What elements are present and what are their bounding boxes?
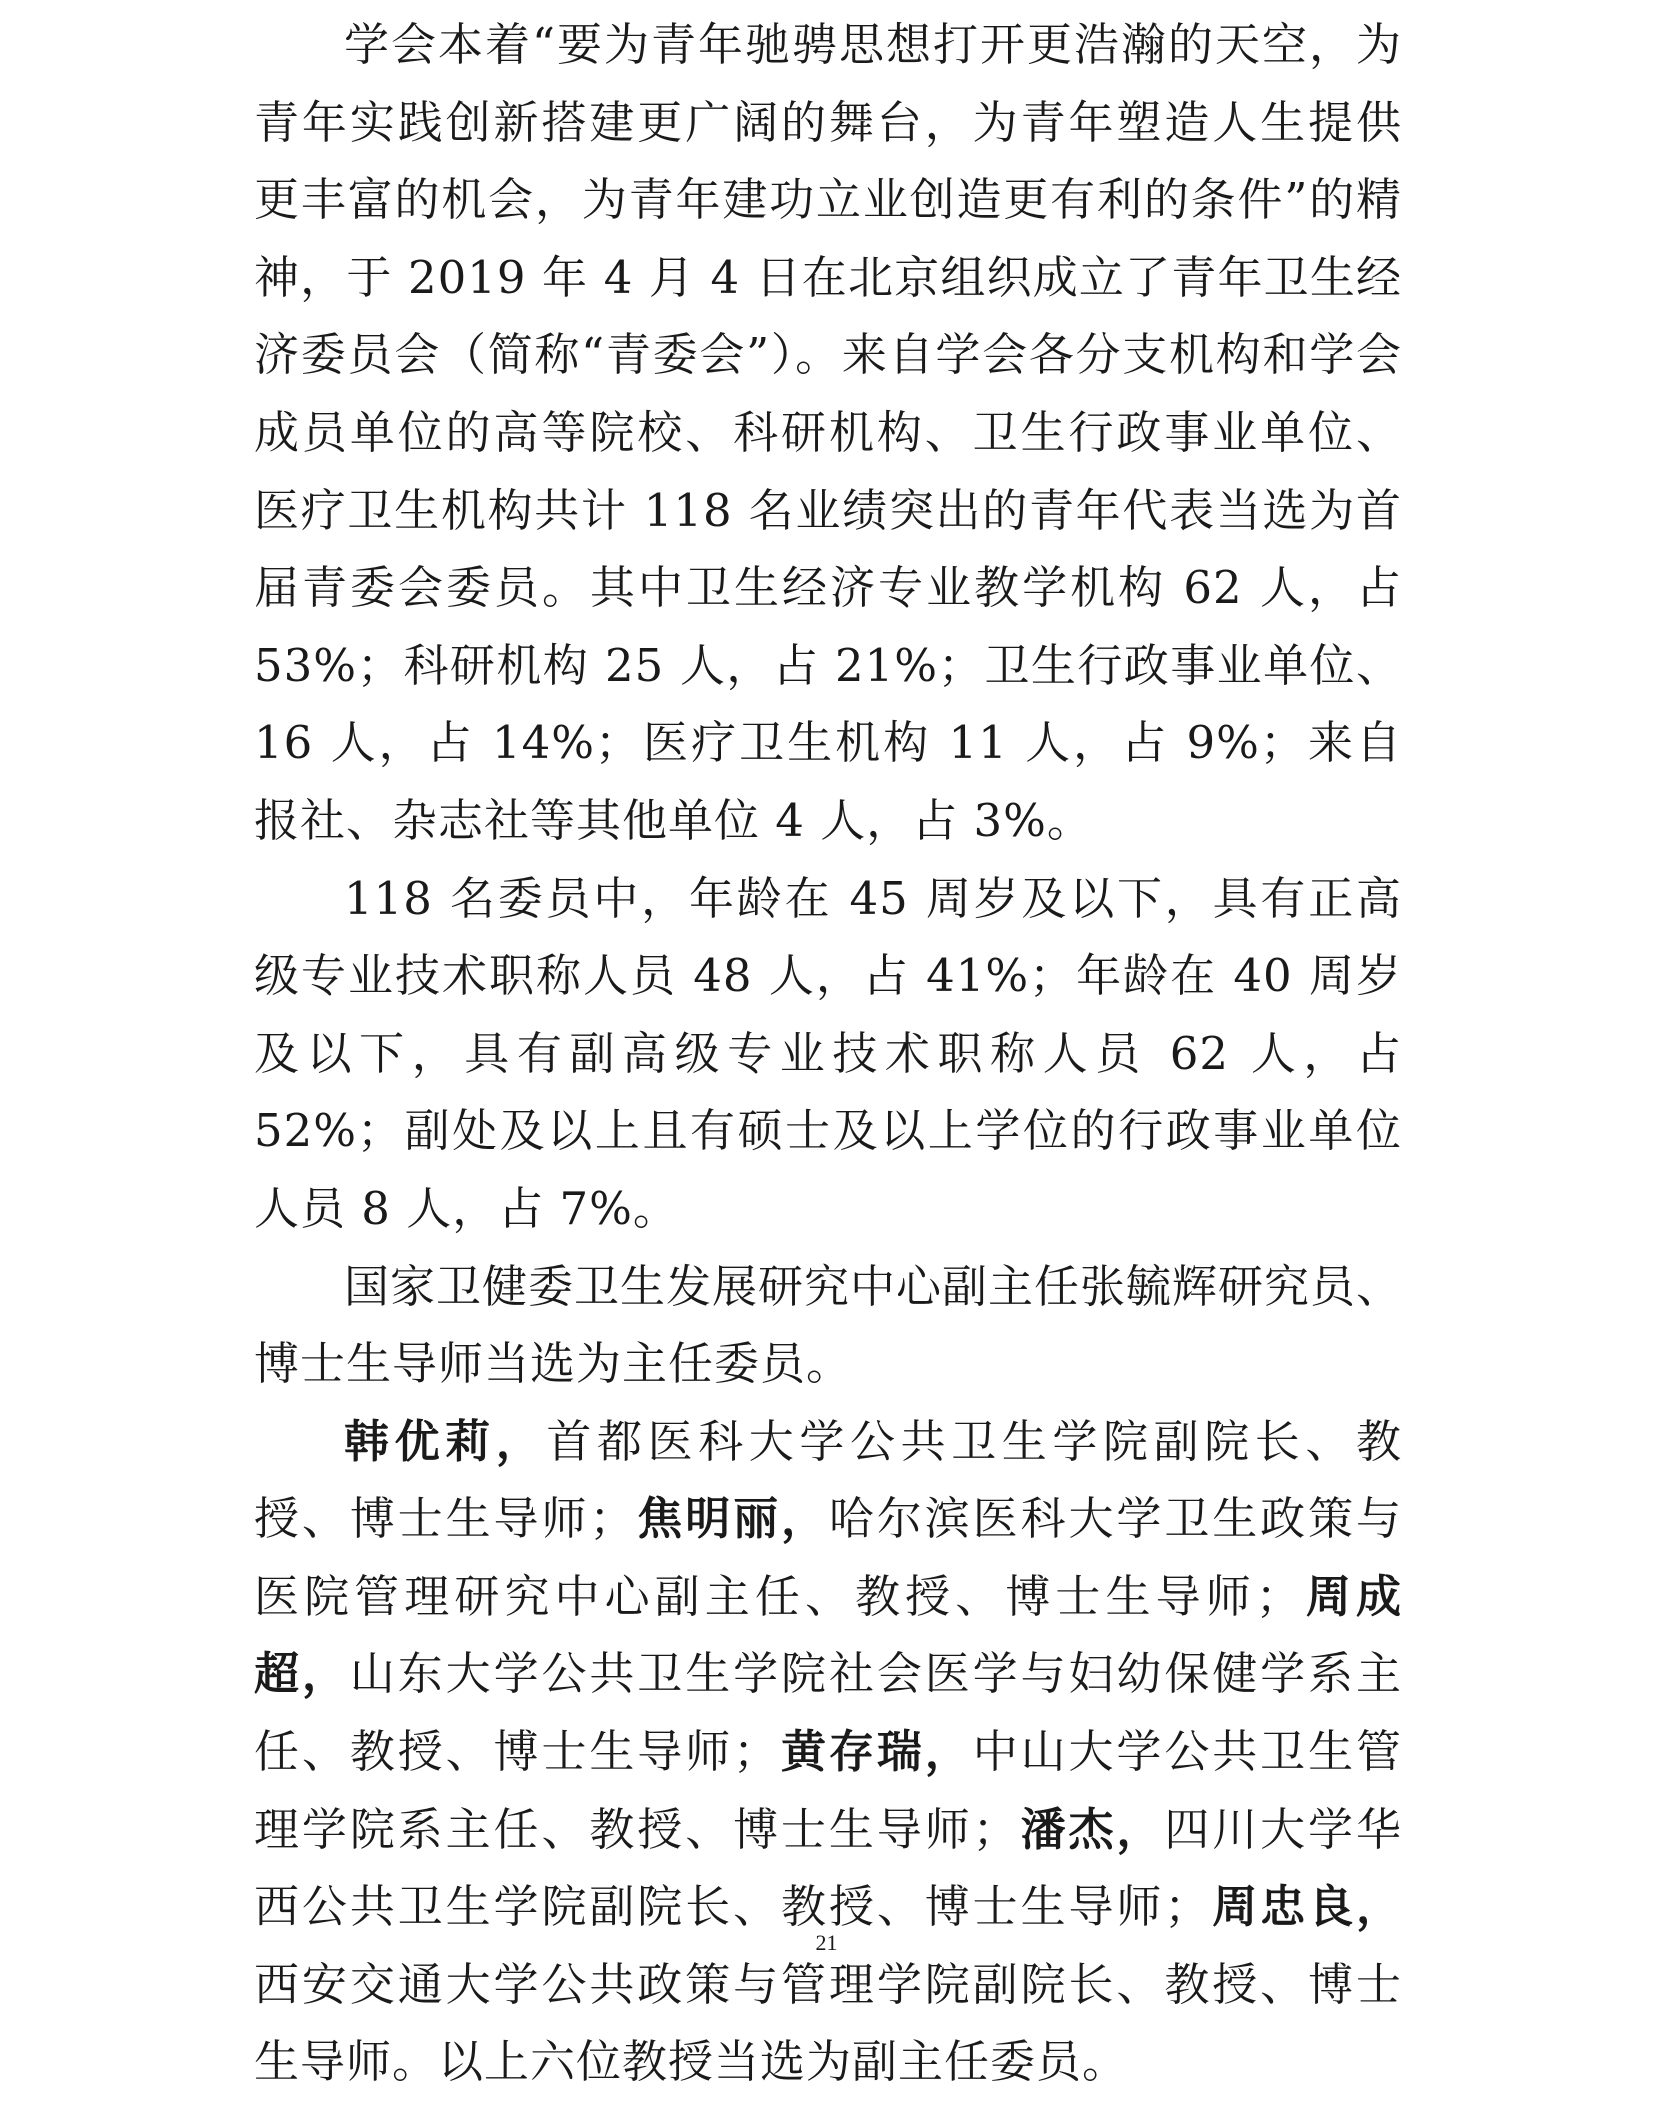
vice-chair-desc: 西安交通大学公共政策与管理学院副院长、教授、博士生导师。 xyxy=(254,1957,1402,2089)
paragraph-vice-chairs xyxy=(254,1403,1402,2101)
vice-chair-name: 黄存瑞， xyxy=(779,1725,973,1779)
vice-chair-desc: 哈尔滨医科大学卫生政策与医院管理研究中心副主任、教授、博士生导师； xyxy=(254,1492,1402,1623)
vice-chair-desc: 山东大学公共卫生学院社会医学与妇幼保健学系主任、教授、博士生导师； xyxy=(254,1647,1402,1779)
vice-chair-desc: 四川大学华西公共卫生学院副院长、教授、博士生导师； xyxy=(254,1802,1402,1934)
document-body xyxy=(254,6,1402,2101)
vice-chair-desc: 首都医科大学公共卫生学院副院长、教授、博士生导师； xyxy=(254,1414,1402,1546)
vice-chair-name: 潘杰， xyxy=(1018,1802,1165,1856)
vice-chair-name: 周成超， xyxy=(254,1569,1402,1701)
paragraph-chair: 国家卫健委卫生发展研究中心副主任张毓辉研究员、博士生导师当选为主任委员。 xyxy=(254,1259,1403,1391)
paragraph-member-stats: 118 名委员中，年龄在 45 周岁及以下，具有正高级专业技术职称人员 48 人，占 41%；年龄在 40 周岁及以下，具有副高级专业技术职称人员 62 人，占 52%；副处及以上且有硕士及以上学位的行政事业单位人员 8 人，占 7%。 xyxy=(254,871,1402,1235)
page-number: 21 xyxy=(815,1930,838,1955)
vice-chair-name: 韩优莉， xyxy=(344,1414,547,1468)
vice-chair-name: 周忠良， xyxy=(1210,1880,1402,1934)
paragraph-founding: 学会本着“要为青年驰骋思想打开更浩瀚的天空，为青年实践创新搭建更广阔的舞台，为青年塑造人生提供更丰富的机会，为青年建功立业创造更有利的条件”的精神，于 2019 年 4 月 4 日在北京组织成立了青年卫生经济委员会（简称“青委会”）。来自学会各分支机构和学会成员单位的高等院校、科研机构、卫生行政事业单位、医疗卫生机构共计 118 名业绩突出的青年代表当选为首届青委会委员。其中卫生经济专业教学机构 62 人，占 53%；科研机构 25 人，占 21%；卫生行政事业单位、16 人，占 14%；医疗卫生机构 11 人，占 9%；来自报社、杂志社等其他单位 4 人，占 3%。 xyxy=(254,18,1402,847)
vice-chair-name: 焦明丽， xyxy=(635,1492,829,1546)
closing-sentence: 以上六位教授当选为副主任委员。 xyxy=(438,2035,1129,2089)
vice-chair-desc: 中山大学公共卫生管理学院系主任、教授、博士生导师； xyxy=(254,1725,1402,1856)
